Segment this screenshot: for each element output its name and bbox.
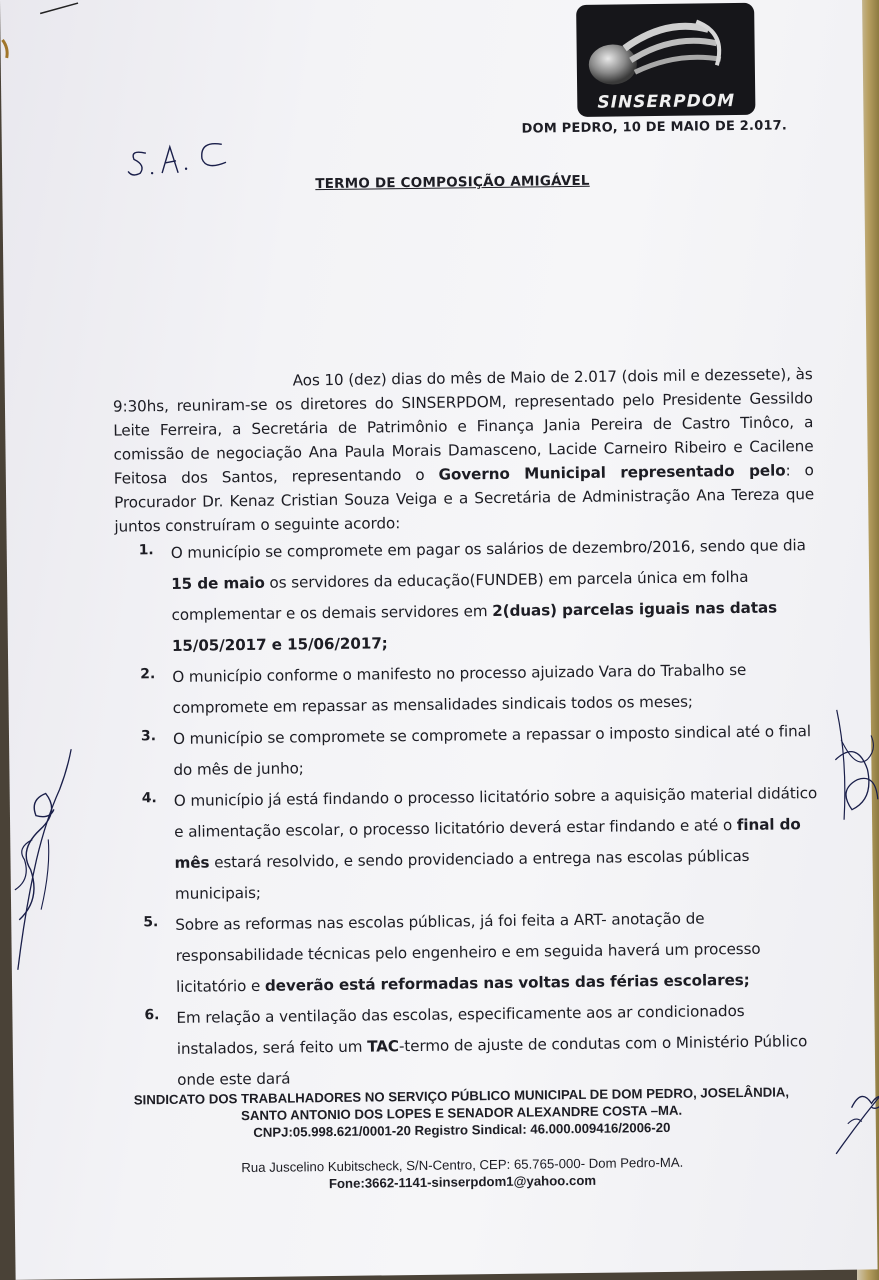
item-text: Em relação a ventilação das escolas, especificamente aos ar condicionados instalados, será feito um	[176, 1001, 745, 1058]
footer-line: SANTO ANTONIO DOS LOPES E SENADOR ALEXANDRE COSTA –MA.	[241, 1102, 683, 1124]
item-text: -termo de ajuste de condutas com o Ministério Público onde este dará	[177, 1032, 808, 1089]
list-item	[119, 902, 820, 1004]
item-number: 6.	[144, 1007, 160, 1024]
document-body	[113, 362, 822, 1096]
item-number: 4.	[141, 790, 157, 807]
agreement-list	[115, 530, 822, 1097]
list-item	[118, 778, 819, 911]
pen-mark	[0, 0, 81, 60]
item-text: os servidores da educação(FUNDEB) em parcela única em folha complementar e os demais servidores em	[171, 567, 749, 624]
item-text: Sobre as reformas nas escolas públicas, já foi feita a ART- anotação de responsabilidade técnicas pelo engenheiro e em seguida haverá um processo licitatório e	[175, 909, 761, 996]
sinserpdom-logo	[576, 3, 755, 117]
item-text: O município se compromete em pagar os salários de dezembro/2016, sendo que dia	[170, 536, 806, 562]
document-title: TERMO DE COMPOSIÇÃO AMIGÁVEL	[315, 172, 590, 193]
document-date: DOM PEDRO, 10 DE MAIO DE 2.017.	[521, 118, 788, 137]
item-text: estará resolvido, e sendo providenciado a entrega nas escolas públicas municipais;	[174, 846, 750, 903]
item-number: 5.	[143, 914, 159, 931]
intro-bold: Governo Municipal representado pelo	[438, 461, 786, 484]
letterhead-footer	[121, 1083, 802, 1194]
footer-phone: Fone:3662-1141-sinserpdom1@yahoo.com	[328, 1172, 597, 1192]
item-bold: 2(duas) parcelas iguais nas datas 15/05/2017 e 15/06/2017;	[171, 598, 778, 655]
footer-line: SINDICATO DOS TRABALHADORES NO SERVIÇO PÚBLICO MUNICIPAL DE DOM PEDRO, JOSELÂNDIA,	[133, 1084, 790, 1108]
intro-text: Aos 10 (dez) dias do mês de Maio de 2.017 (dois mil e dezessete), às 9:30hs, reuniram-se os diretores do SINSERPDOM, representado pelo Presidente Gessildo Leite Ferreira, a Secretária de Patrimônio e Finança Jania Pereira de Castro Tinôco, a comissão de negociação Ana Paula Morais Damasceno, Lacide Carneiro Ribeiro e Cacilene Feitosa dos Santos, representando o	[112, 365, 814, 488]
signature-left	[9, 719, 82, 980]
list-item	[120, 995, 821, 1097]
footer-line: CNPJ:05.998.621/0001-20 Registro Sindical: 46.000.009416/2006-20	[253, 1119, 671, 1140]
footer-address: Rua Juscelino Kubitscheck, S/N-Centro, CEP: 65.765-000- Dom Pedro-MA.	[241, 1154, 684, 1176]
signature-bottom-right	[831, 1067, 879, 1158]
item-number: 3.	[140, 728, 156, 745]
item-number: 2.	[140, 666, 156, 683]
handwritten-initials	[122, 132, 243, 183]
item-bold: 15 de maio	[171, 573, 265, 593]
item-bold: deverão está reformadas nas voltas das férias escolares;	[264, 970, 750, 995]
list-item	[117, 716, 818, 787]
list-item	[116, 654, 817, 725]
list-item	[115, 530, 816, 663]
item-text: O município conforme o manifesto no processo ajuizado Vara do Trabalho se compromete em repassar as mensalidades sindicais todos os meses;	[172, 660, 747, 717]
item-bold: final do mês	[174, 815, 801, 872]
item-text: O município já está findando o processo licitatório sobre a aquisição material didático e alimentação escolar, o processo licitatório deverá estar findando e até o	[173, 784, 818, 841]
intro-text-end: : o Procurador Dr. Kenaz Cristian Souza Veiga e a Secretária de Administração Ana Tereza que juntos construíram o seguinte acordo:	[114, 461, 815, 536]
signature-right	[827, 699, 879, 840]
intro-paragraph	[113, 362, 815, 539]
item-text: O município se compromete se compromete a repassar o imposto sindical até o final do mês de junho;	[172, 722, 812, 779]
logo-text: SINSERPDOM	[597, 91, 736, 113]
item-bold: TAC	[367, 1037, 400, 1056]
item-number: 1.	[138, 542, 154, 559]
